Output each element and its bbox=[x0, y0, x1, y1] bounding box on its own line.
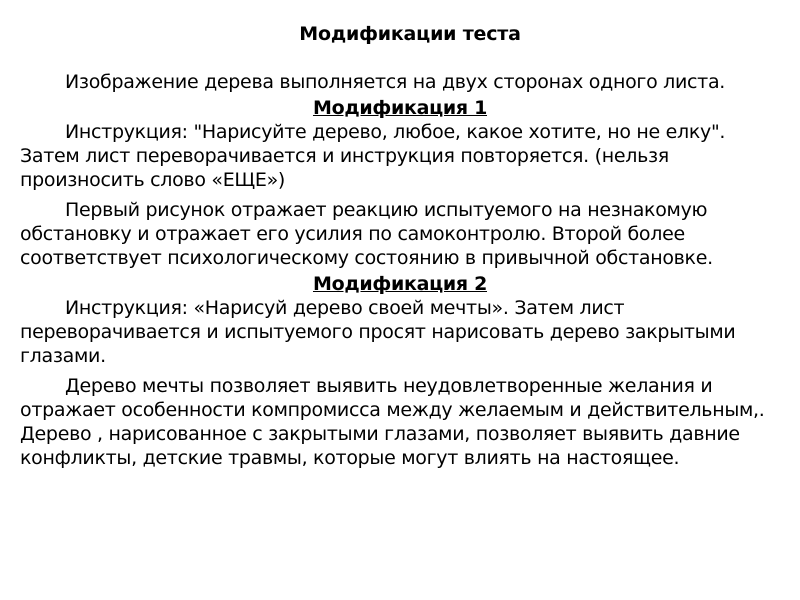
modification-1-instruction: Инструкция: "Нарисуйте дерево, любое, какое хотите, но не елку". Затем лист переворачивается и инструкция повторяется. (нельзя произносить слово «ЕЩЕ») bbox=[20, 121, 726, 191]
modification-2-instruction: Инструкция: «Нарисуй дерево своей мечты». Затем лист переворачивается и испытуемого просят нарисовать дерево закрытыми глазами. bbox=[20, 297, 736, 367]
modification-1-heading: Модификация 1 bbox=[312, 97, 488, 119]
slide-title: Модификации теста bbox=[299, 23, 521, 45]
modification-2-interpretation: Дерево мечты позволяет выявить неудовлетворенные желания и отражает особенности компромисса между желаемым и действительным,. Дерево , нарисованное с закрытыми глазами, позволяет выявить давние конфликты, детские травмы, которые могут влиять на настоящее. bbox=[20, 375, 765, 469]
slide-body bbox=[20, 70, 780, 470]
modification-2-heading: Модификация 2 bbox=[312, 273, 488, 295]
intro-paragraph: Изображение дерева выполняется на двух сторонах одного листа. bbox=[65, 71, 726, 93]
modification-1-interpretation: Первый рисунок отражает реакцию испытуемого на незнакомую обстановку и отражает его усилия по самоконтролю. Второй более соответствует психологическому состоянию в привычной обстановке. bbox=[20, 199, 713, 269]
